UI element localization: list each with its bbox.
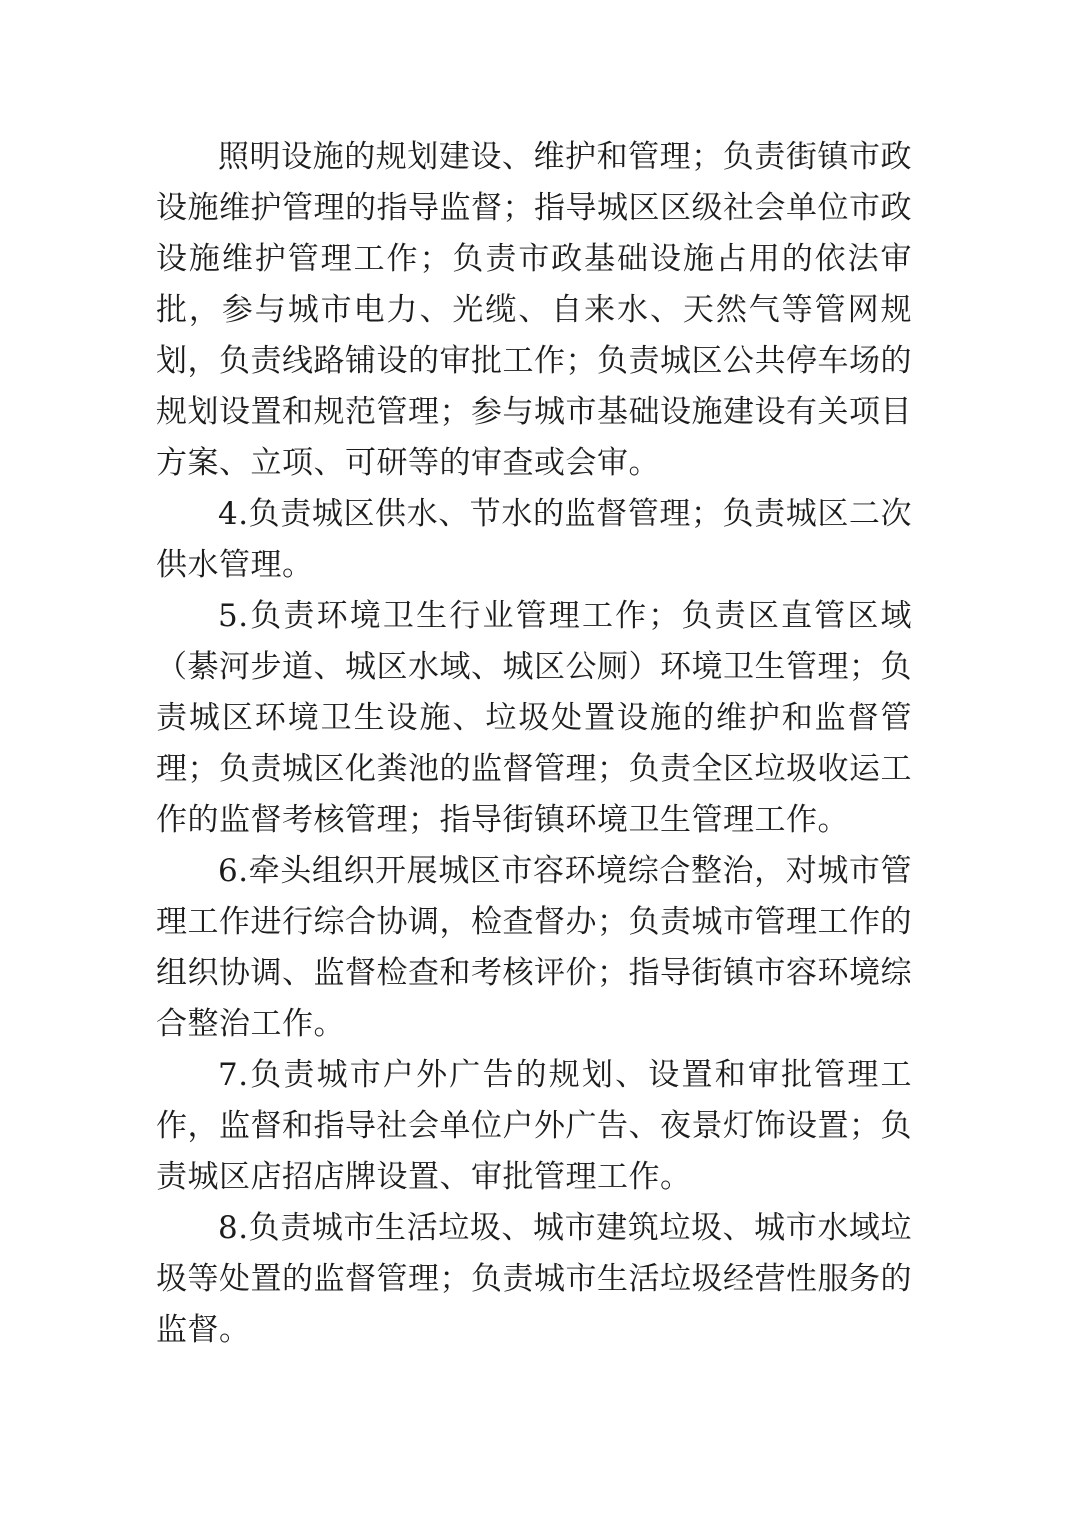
paragraph-item-5-environmental-sanitation: 5.负责环境卫生行业管理工作；负责区直管区域（綦河步道、城区水域、城区公厕）环境卫生管理；负责城区环境卫生设施、垃圾处置设施的维护和监督管理；负责城区化粪池的监督管理；负责全区垃圾收运工作的监督考核管理；指导街镇环境卫生管理工作。 [156,598,912,838]
paragraph-item-6-city-appearance: 6.牵头组织开展城区市容环境综合整治，对城市管理工作进行综合协调，检查督办；负责城市管理工作的组织协调、监督检查和考核评价；指导街镇市容环境综合整治工作。 [156,853,912,1042]
paragraph-item-8-garbage-disposal: 8.负责城市生活垃圾、城市建筑垃圾、城市水域垃圾等处置的监督管理；负责城市生活垃圾经营性服务的监督。 [156,1210,912,1348]
document-body [156,132,912,1356]
paragraph-item-7-outdoor-advertising: 7.负责城市户外广告的规划、设置和审批管理工作，监督和指导社会单位户外广告、夜景灯饰设置；负责城区店招店牌设置、审批管理工作。 [156,1057,912,1195]
paragraph-continuation-lighting-facilities: 照明设施的规划建设、维护和管理；负责街镇市政设施维护管理的指导监督；指导城区区级社会单位市政设施维护管理工作；负责市政基础设施占用的依法审批，参与城市电力、光缆、自来水、天然气等管网规划，负责线路铺设的审批工作；负责城区公共停车场的规划设置和规范管理；参与城市基础设施建设有关项目方案、立项、可研等的审查或会审。 [156,139,912,481]
paragraph-item-4-water-supply: 4.负责城区供水、节水的监督管理；负责城区二次供水管理。 [156,496,912,583]
